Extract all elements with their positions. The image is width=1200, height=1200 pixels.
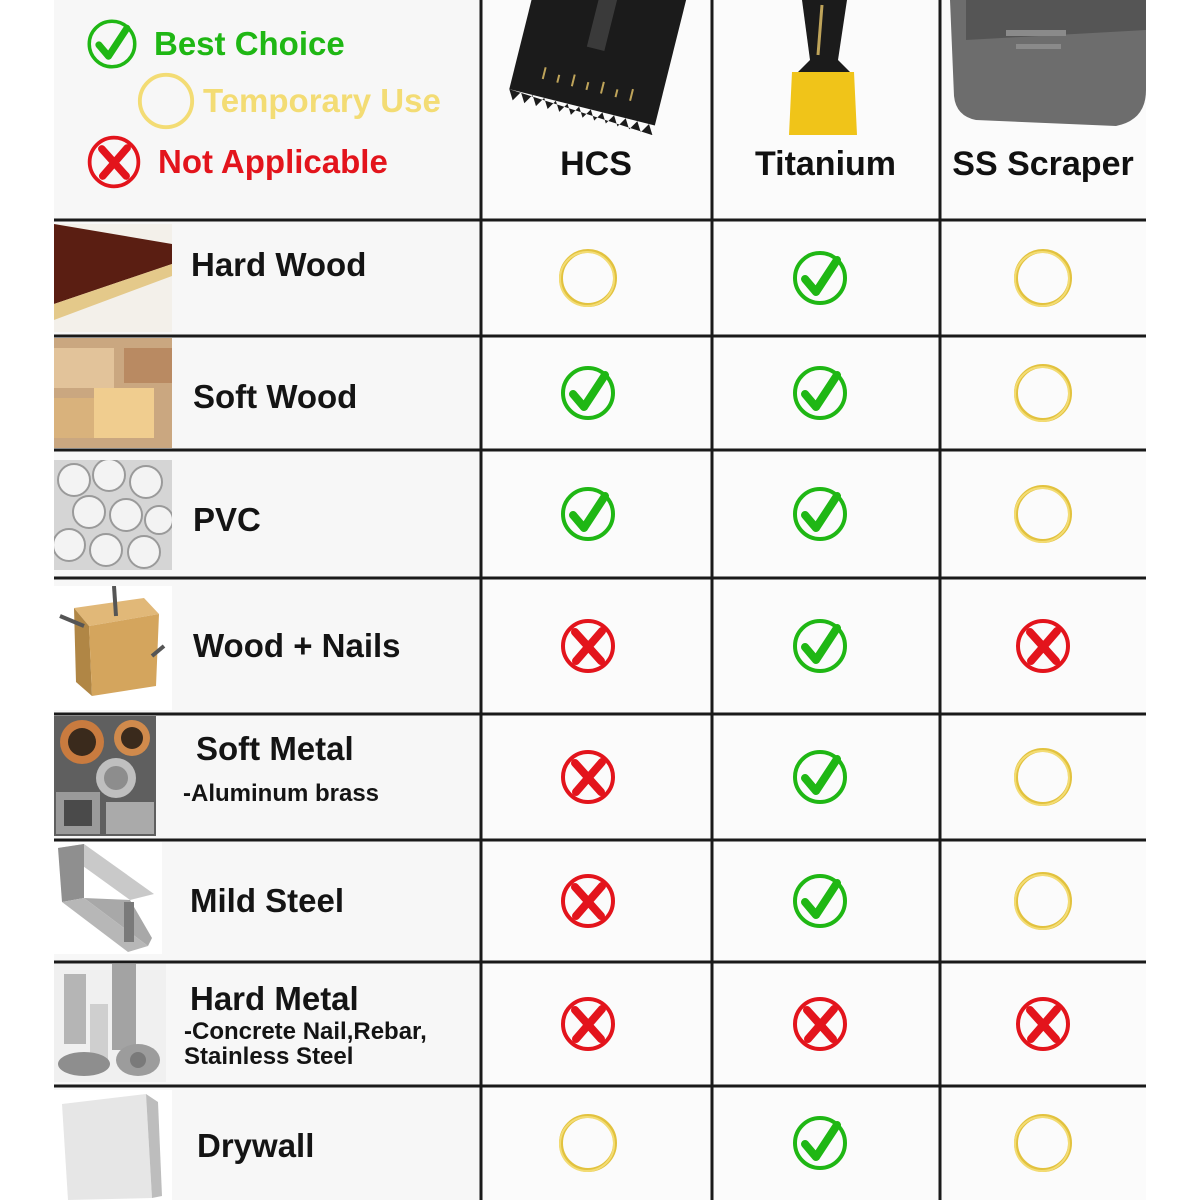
metal-rods-icon [54,964,166,1082]
rating-cell [556,1111,620,1175]
rating-cell [556,246,620,310]
rating-cell [556,482,620,546]
red-x-circle-icon [1011,614,1075,678]
column-header-hcs [481,0,711,218]
red-x-circle-icon [788,992,852,1056]
row-image-drywall [54,1090,172,1200]
column-header-titanium-label: Titanium [754,145,897,183]
rating-cell [788,246,852,310]
legend-not-applicable [84,132,388,192]
column-header-ss-scraper-label: SS Scraper [952,145,1134,183]
rating-cell [1011,361,1075,425]
green-check-circle-icon [788,1111,852,1175]
legend-temporary-use-label: Temporary Use [203,82,441,119]
gold-ring-icon [135,70,197,132]
legend-not-applicable-label: Not Applicable [158,143,388,180]
rating-cell [556,992,620,1056]
row-image-soft-wood [54,338,172,448]
legend-best-choice [84,16,345,72]
green-check-circle-icon [788,614,852,678]
row-sublabel-soft-metal: -Aluminum brass [183,780,380,807]
row-label-wood-nails: Wood + Nails [193,627,401,664]
red-x-circle-icon [556,869,620,933]
rating-cell [788,869,852,933]
titanium-blade-icon [742,0,892,140]
gold-ring-icon [556,246,620,310]
gold-ring-icon [1011,361,1075,425]
hcs-blade-icon [489,0,704,135]
rating-cell [788,482,852,546]
column-header-hcs-label: HCS [560,145,632,183]
green-check-circle-icon [788,869,852,933]
row-label-soft-metal: Soft Metal [196,730,354,767]
rating-cell [788,614,852,678]
rating-cell [556,361,620,425]
red-x-circle-icon [556,992,620,1056]
green-check-circle-icon [788,361,852,425]
column-header-titanium [712,0,939,218]
rating-cell [1011,869,1075,933]
row-image-hard-wood [54,224,172,332]
wood-with-nails-icon [54,586,172,710]
gold-ring-icon [1011,482,1075,546]
row-image-wood-nails [54,586,172,710]
legend-temporary-use [135,70,441,132]
steel-ibeam-icon [54,842,162,954]
rating-cell [556,745,620,809]
column-header-ss-scraper [940,0,1146,218]
drywall-panel-icon [54,1090,172,1200]
row-label-soft-wood: Soft Wood [193,378,358,415]
gold-ring-icon [556,1111,620,1175]
row-label-pvc: PVC [193,501,261,538]
green-check-circle-icon [788,745,852,809]
rating-cell [788,361,852,425]
pvc-pipes-icon [54,460,172,570]
green-check-circle-icon [788,246,852,310]
green-check-circle-icon [556,482,620,546]
gold-ring-icon [1011,1111,1075,1175]
gold-ring-icon [1011,745,1075,809]
ss-scraper-blade-icon [946,0,1146,130]
rating-cell [1011,482,1075,546]
row-image-mild-steel [54,842,162,954]
row-label-hard-metal: Hard Metal [190,980,359,1017]
gold-ring-icon [1011,246,1075,310]
red-x-circle-icon [1011,992,1075,1056]
hardwood-board-icon [54,224,172,332]
rating-cell [1011,614,1075,678]
red-x-circle-icon [556,614,620,678]
rating-cell [788,1111,852,1175]
rating-cell [1011,992,1075,1056]
rating-cell [556,614,620,678]
row-label-hard-wood: Hard Wood [191,246,367,283]
green-check-circle-icon [788,482,852,546]
row-label-drywall: Drywall [197,1127,315,1164]
rating-cell [788,745,852,809]
red-x-circle-icon [556,745,620,809]
row-sublabel-hard-metal-2: Stainless Steel [184,1043,354,1070]
green-check-circle-icon [84,16,140,72]
row-image-soft-metal [54,716,156,836]
rating-cell [1011,1111,1075,1175]
rating-cell [788,992,852,1056]
gold-ring-icon [1011,869,1075,933]
softwood-planks-icon [54,338,172,448]
row-image-hard-metal [54,964,166,1082]
rating-cell [1011,246,1075,310]
rating-cell [1011,745,1075,809]
row-sublabel-hard-metal-1: -Concrete Nail,Rebar, [184,1018,427,1045]
row-image-pvc [54,460,172,570]
legend-best-choice-label: Best Choice [154,25,345,62]
row-label-mild-steel: Mild Steel [190,882,345,919]
rating-cell [556,869,620,933]
soft-metal-tubes-icon [54,716,156,836]
red-x-circle-icon [84,132,144,192]
green-check-circle-icon [556,361,620,425]
